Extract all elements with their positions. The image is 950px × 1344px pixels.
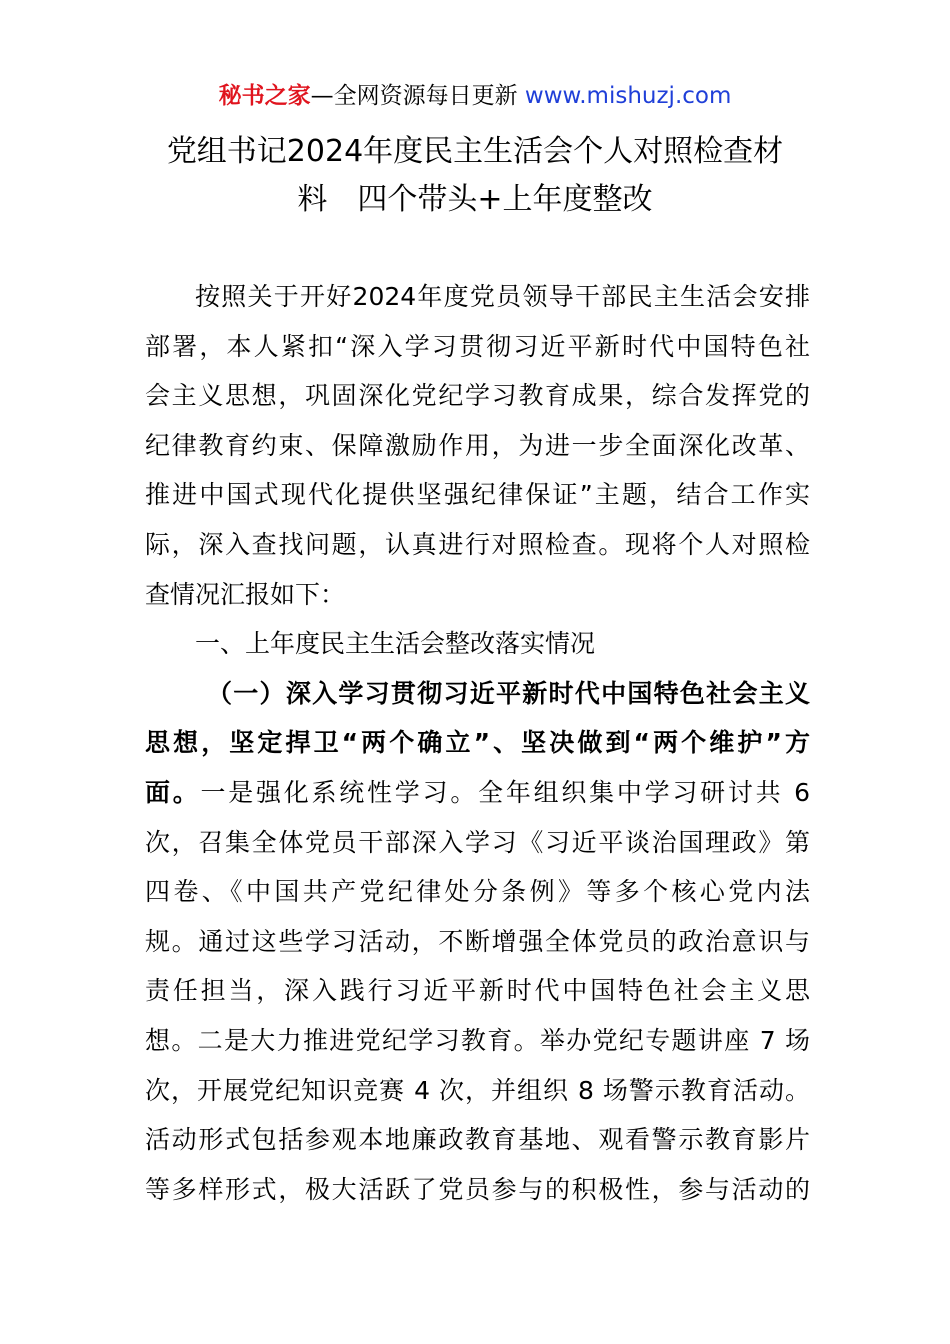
subsection-heading-end: 面。 (145, 777, 201, 807)
intro-line: 会主义思想，巩固深化党纪学习教育成果，综合发挥党的 (145, 381, 810, 411)
intro-line: 查情况汇报如下： (145, 579, 346, 609)
body-line: 四卷、《中国共产党纪律处分条例》等多个核心党内法 (145, 877, 810, 907)
subsection-mixed-line (145, 768, 810, 818)
intro-line: 纪律教育约束、保障激励作用，为进一步全面深化改革、 (145, 430, 810, 460)
subsection-heading-line: 思想，坚定捍卫“两个确立”、坚决做到“两个维护”方 (145, 728, 810, 758)
document-title (0, 128, 950, 224)
body-line: 责任担当，深入践行习近平新时代中国特色社会主义思 (145, 976, 810, 1006)
site-url-link[interactable]: www.mishuzj.com (524, 83, 732, 109)
document-body (145, 272, 810, 1214)
header-tagline: —全网资源每日更新 (310, 83, 525, 109)
site-header (0, 80, 950, 112)
body-line: 规。通过这些学习活动，不断增强全体党员的政治意识与 (145, 926, 810, 956)
body-line: 次，召集全体党员干部深入学习《习近平谈治国理政》第 (145, 827, 810, 857)
title-line-1: 党组书记2024年度民主生活会个人对照检查材 (166, 134, 784, 169)
brand-name: 秘书之家 (218, 83, 311, 109)
body-line: 等多样形式，极大活跃了党员参与的积极性，参与活动的 (145, 1174, 810, 1204)
intro-line: 际，深入查找问题，认真进行对照检查。现将个人对照检 (145, 529, 810, 559)
intro-line: 部署，本人紧扣“深入学习贯彻习近平新时代中国特色社 (145, 331, 810, 361)
subsection-heading-line: （一）深入学习贯彻习近平新时代中国特色社会主义 (207, 678, 810, 708)
body-line: 想。二是大力推进党纪学习教育。举办党纪专题讲座 7 场 (145, 1025, 810, 1055)
intro-line: 推进中国式现代化提供坚强纪律保证”主题，结合工作实 (145, 480, 810, 510)
body-line: 活动形式包括参观本地廉政教育基地、观看警示教育影片 (145, 1125, 810, 1155)
body-line: 次，开展党纪知识竞赛 4 次，并组织 8 场警示教育活动。 (145, 1075, 810, 1105)
intro-line: 按照关于开好2024年度党员领导干部民主生活会安排 (195, 282, 810, 311)
title-line-2: 料 四个带头+上年度整改 (297, 182, 653, 217)
section-heading: 一、上年度民主生活会整改落实情况 (195, 629, 596, 659)
subsection-text: 一是强化系统性学习。全年组织集中学习研讨共 6 (200, 777, 810, 807)
